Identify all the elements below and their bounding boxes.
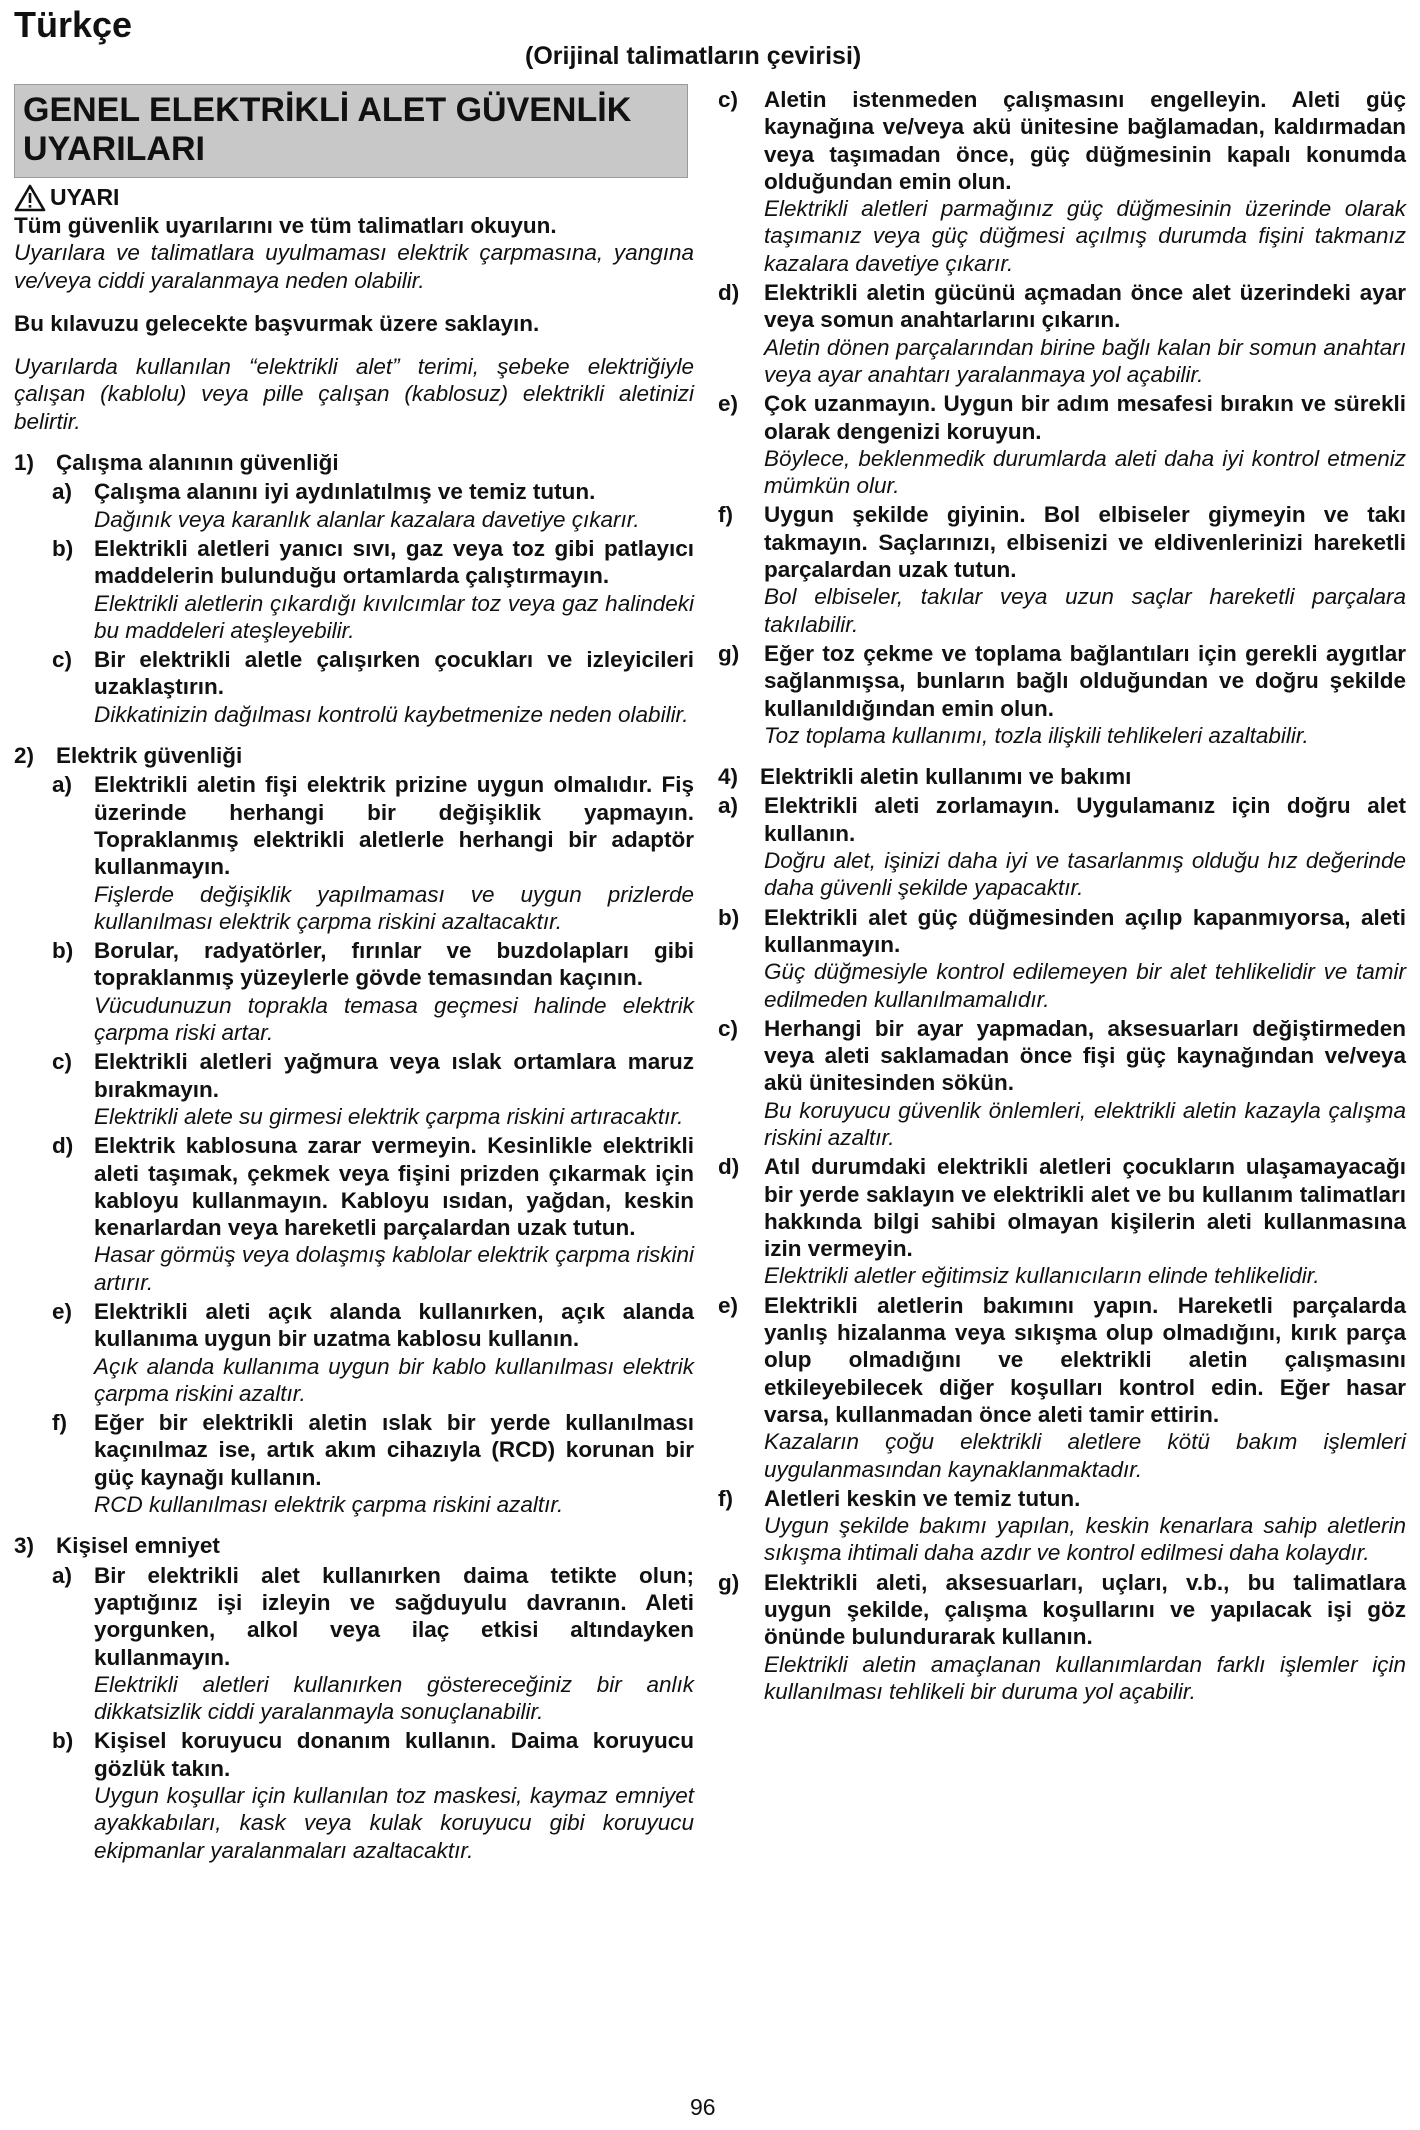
item-instruction: Uygun şekilde giyinin. Bol elbiseler giymeyin ve takı takmayın. Saçlarınızı, elbisenizi ve eldivenlerinizi hareketli parçalardan uzak tutun. [764, 502, 1406, 583]
list-item [14, 771, 694, 935]
item-instruction: Elektrikli aleti, aksesuarları, uçları, v.b., bu talimatlara uygun şekilde, çalışma koşullarını ve yapılacak işi göz önünde bulundurarak kullanın. [764, 1569, 1406, 1650]
item-instruction: Eğer bir elektrikli aletin ıslak bir yerde kullanılması kaçınılmaz ise, artık akım cihazıyla (RCD) korunan bir güç kaynağı kullanın. [94, 1410, 694, 1490]
list-item [14, 646, 694, 728]
item-marker: c) [52, 1049, 73, 1075]
item-marker: a) [718, 793, 739, 819]
warning-row [14, 184, 694, 212]
list-item [14, 1048, 694, 1130]
list-item [718, 1015, 1406, 1151]
item-marker: f) [718, 1485, 733, 1511]
warning-triangle-icon [14, 184, 46, 212]
item-instruction: Kişisel koruyucu donanım kullanın. Daima koruyucu gözlük takın. [94, 1728, 694, 1781]
item-explanation: RCD kullanılması elektrik çarpma riskini azaltır. [94, 1492, 564, 1518]
list-item [14, 1562, 694, 1726]
item-instruction: Eğer toz çekme ve toplama bağlantıları için gerekli aygıtlar sağlanmışsa, bunların bağlı olduğundan ve doğru şekilde kullanıldığından emin olun. [764, 640, 1406, 721]
right-column [718, 84, 1406, 1705]
section-3-heading [14, 1532, 694, 1559]
list-item [718, 1485, 1406, 1567]
list-item [14, 937, 694, 1046]
item-explanation: Elektrikli aletin amaçlanan kullanımlardan farklı işlemler için kullanılması tehlikeli bir duruma yol açabilir. [764, 1651, 1406, 1704]
item-instruction: Aletleri keskin ve temiz tutun. [764, 1485, 1081, 1511]
item-instruction: Elektrikli aletleri yağmura veya ıslak ortamlara maruz bırakmayın. [94, 1049, 694, 1102]
warning-consequence: Uyarılara ve talimatlara uyulmaması elektrik çarpmasına, yangına ve/veya ciddi yaralanmaya neden olabilir. [14, 240, 694, 293]
item-explanation: Toz toplama kullanımı, tozla ilişkili tehlikeleri azaltabilir. [764, 722, 1309, 748]
item-explanation: Açık alanda kullanıma uygun bir kablo kullanılması elektrik çarpma riskini azaltır. [94, 1353, 694, 1406]
item-marker: c) [718, 87, 739, 112]
item-instruction: Elektrikli aletin fişi elektrik prizine uygun olmalıdır. Fiş üzerinde herhangi bir değişiklik yapmayın. Topraklanmış elektrikli aletlerle herhangi bir adaptör kullanmayın. [94, 772, 694, 880]
item-marker: c) [718, 1015, 739, 1041]
section-heading-text: Kişisel emniyet [56, 1533, 220, 1559]
section-4-heading [718, 763, 1406, 790]
list-item [718, 904, 1406, 1013]
keep-manual-note: Bu kılavuzu gelecekte başvurmak üzere saklayın. [14, 310, 540, 336]
warning-label: UYARI [50, 184, 120, 211]
item-marker: f) [52, 1410, 67, 1436]
section-2-heading [14, 742, 694, 769]
item-marker: e) [718, 391, 739, 417]
list-item [718, 792, 1406, 901]
list-item [718, 640, 1406, 749]
item-instruction: Borular, radyatörler, fırınlar ve buzdolapları gibi topraklanmış yüzeylerle gövde temasından kaçının. [94, 938, 694, 991]
list-item [718, 86, 1406, 277]
section-title-box [14, 84, 688, 178]
page-number: 96 [690, 2094, 716, 2120]
item-marker: b) [52, 535, 74, 561]
item-instruction: Herhangi bir ayar yapmadan, aksesuarları değiştirmeden veya aleti saklamadan önce fişi güç kaynağından ve/veya akü ünitesinden sökün. [764, 1015, 1406, 1096]
item-instruction: Bir elektrikli aletle çalışırken çocukları ve izleyicileri uzaklaştırın. [94, 647, 694, 700]
item-explanation: Bol elbiseler, takılar veya uzun saçlar hareketli parçalara takılabilir. [764, 584, 1406, 637]
item-instruction: Çalışma alanını iyi aydınlatılmış ve temiz tutun. [94, 479, 596, 505]
item-explanation: Elektrikli aletlerin çıkardığı kıvılcımlar toz veya gaz halindeki bu maddeleri ateşleyebilir. [94, 590, 694, 643]
item-instruction: Aletin istenmeden çalışmasını engelleyin. Aleti güç kaynağına ve/veya akü ünitesine bağlamadan, kaldırmadan veya taşımadan önce, güç düğmesinin kapalı konumda olduğundan emin olun. [764, 87, 1406, 194]
item-marker: g) [718, 640, 740, 666]
section-number: 1) [14, 450, 35, 476]
item-explanation: Aletin dönen parçalarından birine bağlı kalan bir somun anahtarı veya ayar anahtarı yaralanmaya yol açabilir. [764, 334, 1406, 387]
item-marker: a) [52, 1562, 73, 1588]
item-explanation: Uygun şekilde bakımı yapılan, keskin kenarlara sahip aletlerin sıkışma ihtimali daha azdır ve kontrol edilmesi daha kolaydır. [764, 1513, 1406, 1566]
item-marker: e) [718, 1292, 739, 1318]
item-explanation: Böylece, beklenmedik durumlarda aleti daha iyi kontrol etmeniz mümkün olur. [764, 445, 1406, 499]
power-tool-term: Uyarılarda kullanılan “elektrikli alet” terimi, şebeke elektriğiyle çalışan (kablolu) veya pille çalışan (kablosuz) elektrikli aletinizi belirtir. [14, 354, 694, 434]
list-item [718, 390, 1406, 499]
list-item [14, 1298, 694, 1407]
section-number: 3) [14, 1533, 35, 1559]
list-item [14, 1132, 694, 1296]
list-item [14, 478, 694, 533]
section-heading-text: Elektrikli aletin kullanımı ve bakımı [760, 764, 1132, 790]
item-marker: g) [718, 1569, 740, 1595]
item-explanation: Dağınık veya karanlık alanlar kazalara davetiye çıkarır. [94, 506, 640, 532]
list-item [718, 1292, 1406, 1483]
item-explanation: Dikkatinizin dağılması kontrolü kaybetmenize neden olabilir. [94, 701, 689, 727]
section-heading-text: Çalışma alanının güvenliği [56, 450, 339, 476]
item-instruction: Bir elektrikli alet kullanırken daima tetikte olun; yaptığınız işi izleyin ve sağduyulu davranın. Aleti yorgunken, alkol veya ilaç etkisi altındayken kullanmayın. [94, 1562, 694, 1670]
item-instruction: Elektrikli aleti açık alanda kullanırken, açık alanda kullanıma uygun bir uzatma kablosu kullanın. [94, 1298, 694, 1352]
item-marker: a) [52, 479, 73, 505]
item-explanation: Fişlerde değişiklik yapılmaması ve uygun prizlerde kullanılması elektrik çarpma riskini azaltacaktır. [94, 881, 694, 934]
list-item [718, 501, 1406, 637]
list-item [718, 1569, 1406, 1705]
section-number: 4) [718, 764, 739, 790]
item-marker: e) [52, 1298, 73, 1324]
section-title: GENEL ELEKTRİKLİ ALET GÜVENLİK UYARILARI [23, 91, 632, 168]
language-title: Türkçe [14, 4, 133, 45]
item-marker: f) [718, 502, 733, 528]
item-explanation: Bu koruyucu güvenlik önlemleri, elektrikli aletin kazayla çalışma riskini azaltır. [764, 1097, 1406, 1150]
item-explanation: Elektrikli aletleri kullanırken göstereceğiniz bir anlık dikkatsizlik ciddi yaralanmayla sonuçlanabilir. [94, 1671, 694, 1725]
item-explanation: Uygun koşullar için kullanılan toz maskesi, kaymaz emniyet ayakkabıları, kask veya kulak koruyucu gibi koruyucu ekipmanlar yaralanmaları azaltacaktır. [94, 1783, 694, 1863]
item-instruction: Elektrikli alet güç düğmesinden açılıp kapanmıyorsa, aleti kullanmayın. [764, 904, 1406, 957]
item-marker: b) [52, 1728, 74, 1754]
translation-subtitle: (Orijinal talimatların çevirisi) [525, 42, 862, 70]
item-marker: d) [52, 1133, 74, 1159]
list-item [14, 1727, 694, 1863]
section-1-heading [14, 449, 694, 476]
item-instruction: Atıl durumdaki elektrikli aletleri çocukların ulaşamayacağı bir yerde saklayın ve elektrikli alet ve bu kullanım talimatları hakkında bilgi sahibi olmayan kişilerin aleti kullanmasına izin vermeyin. [764, 1154, 1406, 1262]
item-marker: d) [718, 280, 740, 306]
left-column [14, 84, 694, 1864]
item-marker: d) [718, 1154, 740, 1180]
section-number: 2) [14, 743, 35, 769]
list-item [718, 1153, 1406, 1289]
item-marker: b) [718, 904, 740, 930]
item-instruction: Elektrikli aleti zorlamayın. Uygulamanız için doğru alet kullanın. [764, 793, 1406, 846]
item-marker: b) [52, 938, 74, 964]
item-instruction: Elektrikli aletin gücünü açmadan önce alet üzerindeki ayar veya somun anahtarlarını çıkarın. [764, 280, 1406, 333]
item-explanation: Elektrikli aletleri parmağınız güç düğmesinin üzerinde olarak taşımanız veya güç düğmesi açılmış durumda fişini takmanız kazalara davetiye çıkarır. [764, 196, 1406, 276]
item-instruction: Elektrikli aletleri yanıcı sıvı, gaz veya toz gibi patlayıcı maddelerin bulunduğu ortamlarda çalıştırmayın. [94, 535, 694, 589]
read-all-instructions: Tüm güvenlik uyarılarını ve tüm talimatları okuyun. [14, 213, 557, 238]
item-marker: c) [52, 647, 73, 673]
item-marker: a) [52, 772, 73, 798]
item-explanation: Kazaların çoğu elektrikli aletlere kötü bakım işlemleri uygulanmasından kaynaklanmaktadır. [764, 1429, 1406, 1482]
item-explanation: Vücudunuzun toprakla temasa geçmesi halinde elektrik çarpma riski artar. [94, 992, 694, 1046]
list-item [14, 1409, 694, 1518]
item-explanation: Elektrikli aletler eğitimsiz kullanıcıların elinde tehlikelidir. [764, 1263, 1320, 1289]
item-explanation: Güç düğmesiyle kontrol edilemeyen bir alet tehlikelidir ve tamir edilmeden kullanılmamalıdır. [764, 959, 1406, 1012]
item-explanation: Elektrikli alete su girmesi elektrik çarpma riskini artıracaktır. [94, 1103, 684, 1129]
item-explanation: Hasar görmüş veya dolaşmış kablolar elektrik çarpma riskini artırır. [94, 1242, 694, 1295]
item-instruction: Elektrikli aletlerin bakımını yapın. Hareketli parçalarda yanlış hizalanma veya sıkışma olup olmadığını, kırık parça olup olmadığını ve elektrikli aletin çalışmasını etkileyebilecek diğer koşulları kontrol edin. Eğer hasar varsa, kullanmadan önce aleti tamir ettirin. [764, 1292, 1406, 1427]
item-instruction: Çok uzanmayın. Uygun bir adım mesafesi bırakın ve sürekli olarak dengenizi koruyun. [764, 391, 1406, 444]
item-instruction: Elektrik kablosuna zarar vermeyin. Kesinlikle elektrikli aleti taşımak, çekmek veya fişini prizden çıkarmak için kabloyu kullanmayın. Kabloyu ısıdan, yağdan, keskin kenarlardan veya hareketli parçalardan uzak tutun. [94, 1133, 694, 1241]
section-heading-text: Elektrik güvenliği [56, 743, 243, 769]
list-item [14, 535, 694, 644]
list-item [718, 279, 1406, 388]
item-explanation: Doğru alet, işinizi daha iyi ve tasarlanmış olduğu hız değerinde daha güvenli şekilde yapacaktır. [764, 848, 1406, 901]
